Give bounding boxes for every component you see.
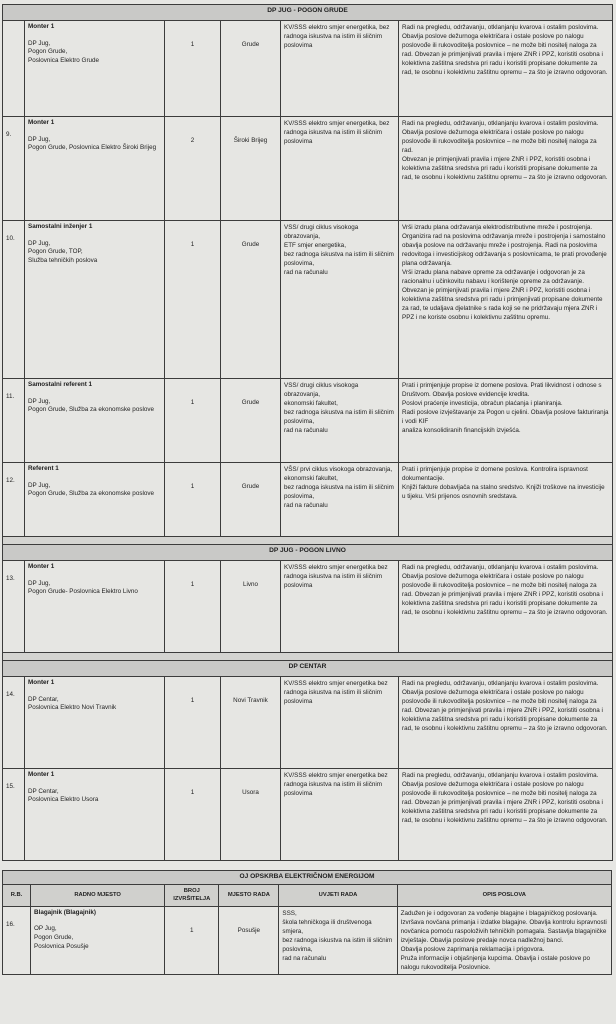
job-description: Zadužen je i odgovoran za vođenje blagajne i blagajničkog poslovanja. Izvršava novčana primanja i izdatke blagajne. Obavlja kontrolu ispravnosti novčanica pomoću raspoloživih tehničkih pomagala. Sastavlja blagajničke izvještaje. Obavlja poslove predaje novca nadležnoj banci. Obavlja poslove zaprimanja reklamacija i prigovora. Pruža informacije i objašnjenja kupcima. Obavlja i ostale poslove po nalogu rukovoditelja Poslovnice. (397, 906, 611, 974)
job-place: DP Centar, Poslovnica Elektro Usora (28, 787, 99, 804)
section-header (3, 545, 613, 561)
job-title: Monter 1 (28, 563, 55, 570)
table-row (3, 221, 613, 379)
job-place: DP Jug, Pogon Grude, Poslovnica Elektro Široki Brijeg (28, 135, 157, 152)
job-conditions: KV/SSS elektro smjer energetika, bez radnoga iskustva na istim ili sličnim poslovima (281, 117, 399, 221)
row-number: 16. (3, 906, 31, 974)
job-title: Monter 1 (28, 771, 55, 778)
header-description: OPIS POSLOVA (397, 884, 611, 906)
job-description: Radi na pregledu, održavanju, otklanjanju kvarova i ostalim poslovima. Obavlja poslove dežurnoga električara i ostale poslove po nalogu poslovođe ili rukovoditelja poslovnice – ne može biti nositelj naloga za rad. Obvezan je primjenjivati pravila i mjere ZNR i PPZ, koristiti osobna i kolektivna zaštitna sredstva pri radu i koristiti propisane dokumente za rad, te osobnu i kolektivnu zaštitnu opremu – za što je izravno odgovoran. (399, 769, 613, 861)
jobs-table (2, 4, 613, 861)
job-place: DP Jug, Pogon Grude, Poslovnica Elektro Grude (28, 39, 100, 64)
job-place: DP Jug, Pogon Grude- Poslovnica Elektro Livno (28, 579, 138, 596)
table-row (3, 117, 613, 221)
job-description: Radi na pregledu, održavanju, otklanjanju kvarova i ostalim poslovima. Obavlja poslove dežurnoga električara i ostale poslove po nalogu poslovođe ili rukovoditelja poslovnice – ne može biti nositelj naloga za rad. Obvezan je primjenjivati pravila i mjere ZNR i PPZ, koristiti osobna i kolektivna zaštitna sredstva pri radu i koristiti propisane dokumente za rad, te osobnu i kolektivnu zaštitnu opremu – za što je izravno odgovoran. (399, 677, 613, 769)
job-conditions: VSS/ drugi ciklus visokoga obrazovanja, ekonomski fakultet, bez radnoga iskustva na istim ili sličnim poslovima, rad na računalu (281, 379, 399, 463)
job-conditions: KV/SSS elektro smjer energetika bez radnoga iskustva na istim ili sličnim poslovima (281, 677, 399, 769)
job-cell (25, 463, 165, 537)
section-header (3, 661, 613, 677)
job-count: 1 (165, 221, 221, 379)
job-description: Prati i primjenjuje propise iz domene poslova. Kontrolira ispravnost dokumentacije. Knjiži fakture dobavljača na stalno sredstvo. Knjiži troškove na investicije u tijeku. Vrši prijenos osnovnih sredstava. (399, 463, 613, 537)
job-location: Livno (221, 561, 281, 653)
table-row (3, 769, 613, 861)
job-location: Usora (221, 769, 281, 861)
row-number: 13. (3, 561, 25, 653)
header-place: RADNO MJESTO (31, 884, 165, 906)
job-place: DP Centar, Poslovnica Elektro Novi Travnik (28, 695, 117, 712)
table-row (3, 677, 613, 769)
row-number: 9. (3, 117, 25, 221)
job-location: Grude (221, 21, 281, 117)
table-row (3, 561, 613, 653)
job-cell (25, 117, 165, 221)
job-description: Prati i primjenjuje propise iz domene poslova. Prati likvidnost i odnose s Društvom. Obavlja poslove evidencije kredita. Poslovi praćenje investicija, obračun plaćanja i planiranja. Radi poslove izvještavanje za Pogon u cjelini. Obavlja poslove fakturiranja i vodi KIF analiza konsolidiranih financijskih izvješća. (399, 379, 613, 463)
job-conditions: VŠS/ prvi ciklus visokoga obrazovanja, ekonomski fakultet, bez radnoga iskustva na istim ili sličnim poslovima, rad na računalu (281, 463, 399, 537)
job-count: 1 (165, 906, 219, 974)
job-conditions: SSS, škola tehničkoga ili društvenoga smjera, bez radnoga iskustva na istim ili sličnim poslovima, rad na računalu (279, 906, 397, 974)
job-location: Široki Brijeg (221, 117, 281, 221)
section-title: DP JUG - POGON GRUDE (3, 5, 613, 21)
oj-title: OJ OPSKRBA ELEKTRIČNOM ENERGIJOM (3, 871, 612, 885)
oj-table (2, 870, 612, 975)
job-cell (25, 561, 165, 653)
row-number: 10. (3, 221, 25, 379)
job-count: 1 (165, 379, 221, 463)
job-title: Samostalni inženjer 1 (28, 223, 93, 230)
row-number: 14. (3, 677, 25, 769)
header-rb: R.B. (3, 884, 31, 906)
job-place: DP Jug, Pogon Grude, Služba za ekonomske poslove (28, 481, 155, 498)
section-title: DP JUG - POGON LIVNO (3, 545, 613, 561)
job-count: 1 (165, 463, 221, 537)
job-location: Novi Travnik (221, 677, 281, 769)
job-title: Referent 1 (28, 465, 59, 472)
job-cell (25, 677, 165, 769)
job-description: Vrši izradu plana održavanja elektrodistributivne mreže i postrojenja. Organizira rad na poslovima održavanja mreže i postrojenja i samostalno obavlja poslove na održavanju mreže i postrojenja. Radi na poslovima redovitoga i investicijskog održavanja s poslovnicama, te prati provođenje plana održavanja. Vrši izradu plana nabave opreme za održavanje i odgovoran je za racionalnu i učinkovitu nabavu i korištenje opreme za održavanje. Obvezan je primjenjivati pravila i mjere ZNR i PPZ, koristiti osobna i kolektivna zaštitna sredstva pri radu i primjenjivati propisane dokumente za rad, te udaljava djelatnike s rada koji se ne pridržavaju mjera ZNR i PPZ i ne koriste osobnu i kolektivnu zaštitnu opremu. (399, 221, 613, 379)
table-row (3, 906, 612, 974)
job-location: Grude (221, 221, 281, 379)
job-count: 1 (165, 561, 221, 653)
header-count: BROJ IZVRŠITELJA (165, 884, 219, 906)
job-place: OP Jug, Pogon Grude, Poslovnica Posušje (34, 925, 89, 950)
row-number: 11. (3, 379, 25, 463)
job-title: Monter 1 (28, 23, 55, 30)
job-location: Grude (221, 379, 281, 463)
section-gap (3, 537, 613, 545)
job-conditions: KV/SSS elektro smjer energetika bez radnoga iskustva na istim ili sličnim poslovima (281, 769, 399, 861)
job-conditions: KV/SSS elektro smjer energetika, bez radnoga iskustva na istim ili sličnim poslovima (281, 21, 399, 117)
job-title: Blagajnik (Blagajnik) (34, 908, 96, 916)
job-location: Posušje (219, 906, 279, 974)
job-cell (25, 379, 165, 463)
header-location: MJESTO RADA (219, 884, 279, 906)
job-count: 1 (165, 677, 221, 769)
job-description: Radi na pregledu, održavanju, otklanjanju kvarova i ostalim poslovima. Obavlja poslove dežurnoga električara i ostale poslove po nalogu poslovođe ili rukovoditelja poslovnice – ne može biti nositelj naloga za rad. Obvezan je primjenjivati pravila i mjere ZNR i PPZ, koristiti osobna i kolektivna zaštitna sredstva pri radu i koristiti propisane dokumente za rad, te osobnu i kolektivnu zaštitnu opremu – za što je izravno odgovoran. (399, 117, 613, 221)
job-location: Grude (221, 463, 281, 537)
job-cell (25, 221, 165, 379)
job-count: 1 (165, 21, 221, 117)
job-cell (25, 21, 165, 117)
header-conditions: UVJETI RADA (279, 884, 397, 906)
section-title: DP CENTAR (3, 661, 613, 677)
table-row (3, 463, 613, 537)
job-description: Radi na pregledu, održavanju, otklanjanju kvarova i ostalim poslovima. Obavlja poslove dežurnoga električara i ostale poslove po nalogu poslovođe ili rukovoditelja poslovnice – ne može biti nositelj naloga za rad. Obvezan je primjenjivati pravila i mjere ZNR i PPZ, koristiti osobna i kolektivna zaštitna sredstva pri radu i koristiti propisane dokumente za rad, te osobnu i kolektivnu zaštitnu opremu – za što je izravno odgovoran. (399, 561, 613, 653)
job-place: DP Jug, Pogon Grude, Služba za ekonomske poslove (28, 397, 155, 414)
row-number: 12. (3, 463, 25, 537)
row-number (3, 21, 25, 117)
job-place: DP Jug, Pogon Grude, TOP, Služba tehničkih poslova (28, 239, 98, 264)
job-conditions: VSS/ drugi ciklus visokoga obrazovanja, ETF smjer energetika, bez radnoga iskustva na istim ili sličnim poslovima, rad na računalu (281, 221, 399, 379)
table-row (3, 379, 613, 463)
oj-column-headers (3, 884, 612, 906)
job-title: Monter 1 (28, 119, 55, 126)
job-description: Radi na pregledu, održavanju, otklanjanju kvarova i ostalim poslovima. Obavlja poslove dežurnoga električara i ostale poslove po nalogu poslovođe ili rukovoditelja poslovnice – ne može biti nositelj naloga za rad. Obvezan je primjenjivati pravila i mjere ZNR i PPZ, koristiti osobna i kolektivna zaštitna sredstva pri radu i koristiti propisane dokumente za rad, te osobnu i kolektivnu zaštitnu opremu – za što je izravno odgovoran. (399, 21, 613, 117)
job-cell (25, 769, 165, 861)
job-count: 2 (165, 117, 221, 221)
job-count: 1 (165, 769, 221, 861)
section-header (3, 5, 613, 21)
row-number: 15. (3, 769, 25, 861)
section-gap (3, 653, 613, 661)
job-title: Monter 1 (28, 679, 55, 686)
job-cell (31, 906, 165, 974)
table-row (3, 21, 613, 117)
oj-section-header (3, 871, 612, 885)
job-title: Samostalni referent 1 (28, 381, 93, 388)
job-conditions: KV/SSS elektro smjer energetika bez radnoga iskustva na istim ili sličnim poslovima (281, 561, 399, 653)
